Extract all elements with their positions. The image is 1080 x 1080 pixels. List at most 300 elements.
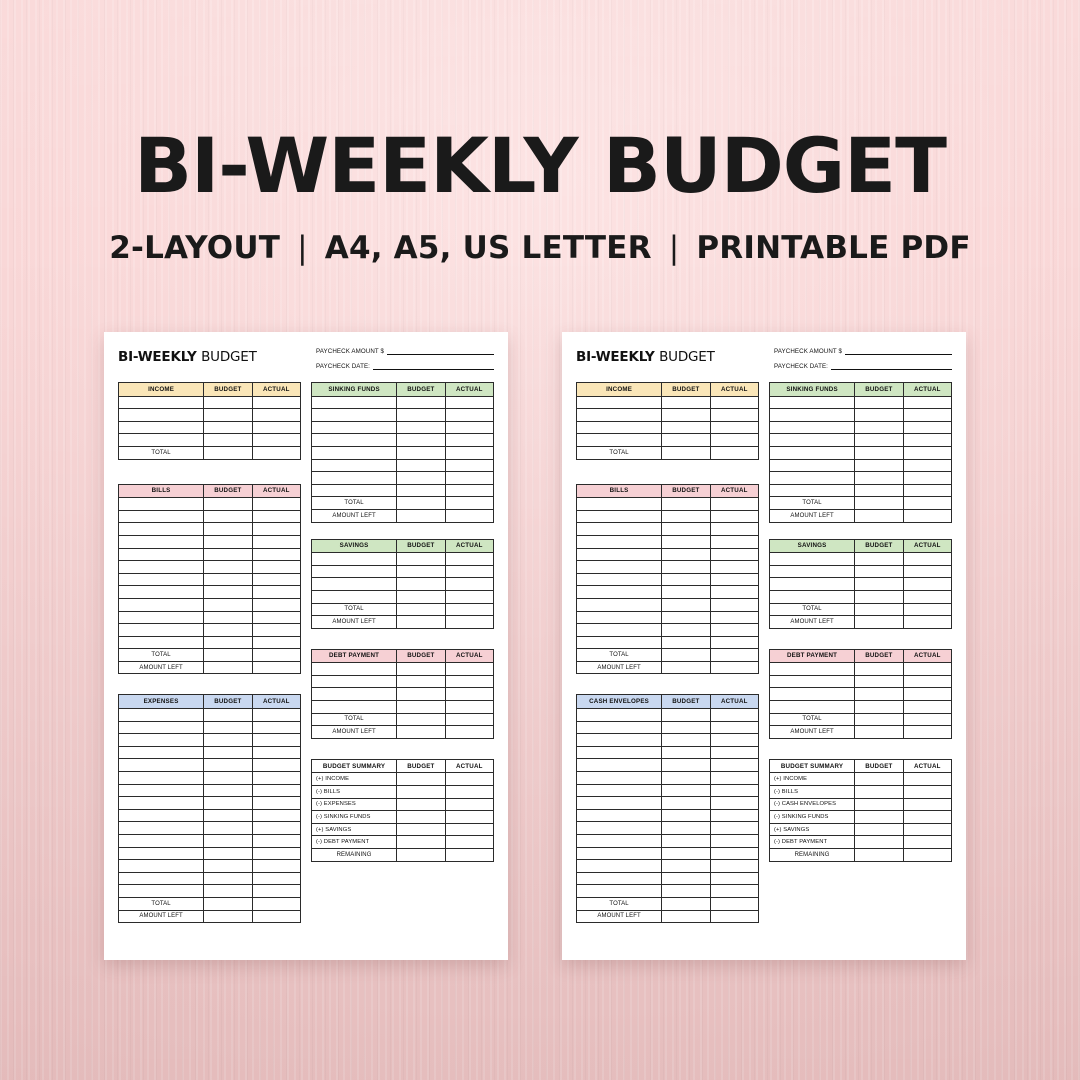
- cell-name[interactable]: [770, 701, 855, 714]
- cell-budget[interactable]: [397, 578, 445, 591]
- table-row[interactable]: [770, 472, 952, 485]
- table-row[interactable]: [312, 446, 494, 459]
- paycheck-amount-field[interactable]: [316, 347, 494, 355]
- table-row[interactable]: [119, 586, 301, 599]
- cell-budget[interactable]: [855, 701, 903, 714]
- table-amount-left-row[interactable]: [770, 726, 952, 739]
- cell-budget[interactable]: [204, 809, 252, 822]
- cell-actual[interactable]: [252, 611, 300, 624]
- cell-name[interactable]: [577, 611, 662, 624]
- cell-name[interactable]: [770, 484, 855, 497]
- cell-budget[interactable]: [855, 509, 903, 522]
- table-row[interactable]: [577, 885, 759, 898]
- table-row[interactable]: [312, 434, 494, 447]
- cell-budget[interactable]: [662, 561, 710, 574]
- cell-budget[interactable]: [397, 434, 445, 447]
- cell-actual[interactable]: [252, 510, 300, 523]
- table-row[interactable]: [312, 786, 494, 799]
- cell-actual[interactable]: [710, 598, 758, 611]
- cell-budget[interactable]: [397, 786, 445, 799]
- cell-actual[interactable]: [445, 446, 493, 459]
- cell-actual[interactable]: [710, 548, 758, 561]
- cell-name[interactable]: [119, 759, 204, 772]
- cell-actual[interactable]: [710, 709, 758, 722]
- cell-actual[interactable]: [252, 535, 300, 548]
- cell-actual[interactable]: [252, 860, 300, 873]
- cell-budget[interactable]: [662, 797, 710, 810]
- table-row[interactable]: [770, 663, 952, 676]
- table-row[interactable]: [119, 598, 301, 611]
- cell-actual[interactable]: [252, 434, 300, 447]
- table-row[interactable]: [312, 675, 494, 688]
- cell-budget[interactable]: [204, 586, 252, 599]
- table-total-row[interactable]: [770, 603, 952, 616]
- paycheck-amount-rule[interactable]: [387, 347, 494, 355]
- cell-name[interactable]: [770, 553, 855, 566]
- cell-name[interactable]: [577, 835, 662, 848]
- cell-budget[interactable]: [855, 713, 903, 726]
- table-row[interactable]: [119, 835, 301, 848]
- cell-name[interactable]: [577, 847, 662, 860]
- cell-name[interactable]: [770, 459, 855, 472]
- cell-actual[interactable]: [903, 578, 951, 591]
- cell-actual[interactable]: [252, 446, 300, 459]
- table-amount-left-row[interactable]: [312, 726, 494, 739]
- cell-budget[interactable]: [397, 663, 445, 676]
- table-row[interactable]: [770, 836, 952, 849]
- cell-budget[interactable]: [204, 885, 252, 898]
- cell-actual[interactable]: [903, 553, 951, 566]
- cell-name[interactable]: [577, 586, 662, 599]
- cell-budget[interactable]: [397, 726, 445, 739]
- cell-budget[interactable]: [397, 484, 445, 497]
- cell-actual[interactable]: [445, 823, 493, 836]
- cell-actual[interactable]: [710, 910, 758, 923]
- cell-budget[interactable]: [204, 910, 252, 923]
- table-row[interactable]: [119, 872, 301, 885]
- cell-budget[interactable]: [855, 773, 903, 786]
- cell-budget[interactable]: [397, 713, 445, 726]
- cell-actual[interactable]: [252, 523, 300, 536]
- cell-actual[interactable]: [903, 849, 951, 862]
- table-row[interactable]: [770, 421, 952, 434]
- cell-name[interactable]: [577, 734, 662, 747]
- cell-budget[interactable]: [662, 721, 710, 734]
- cell-budget[interactable]: [855, 798, 903, 811]
- cell-budget[interactable]: [855, 849, 903, 862]
- cell-name[interactable]: [577, 709, 662, 722]
- cell-budget[interactable]: [855, 675, 903, 688]
- table-row[interactable]: [577, 561, 759, 574]
- cell-actual[interactable]: [710, 446, 758, 459]
- cell-budget[interactable]: [662, 510, 710, 523]
- cell-actual[interactable]: [710, 746, 758, 759]
- table-amount-left-row[interactable]: [119, 661, 301, 674]
- table-row[interactable]: [770, 459, 952, 472]
- table-row[interactable]: [577, 709, 759, 722]
- table-row[interactable]: [577, 847, 759, 860]
- cell-actual[interactable]: [445, 713, 493, 726]
- cell-budget[interactable]: [204, 523, 252, 536]
- table-row[interactable]: [119, 573, 301, 586]
- cell-budget[interactable]: [204, 746, 252, 759]
- cell-budget[interactable]: [855, 578, 903, 591]
- cell-name[interactable]: [577, 809, 662, 822]
- table-row[interactable]: [312, 836, 494, 849]
- cell-name[interactable]: [119, 784, 204, 797]
- table-row[interactable]: [119, 784, 301, 797]
- cell-budget[interactable]: [204, 535, 252, 548]
- cell-budget[interactable]: [662, 734, 710, 747]
- table-total-row[interactable]: [577, 897, 759, 910]
- cell-name[interactable]: [770, 421, 855, 434]
- cell-actual[interactable]: [445, 484, 493, 497]
- cell-name[interactable]: [577, 523, 662, 536]
- cell-name[interactable]: [312, 396, 397, 409]
- table-row[interactable]: [770, 811, 952, 824]
- cell-actual[interactable]: [903, 603, 951, 616]
- cell-actual[interactable]: [903, 509, 951, 522]
- cell-name[interactable]: [577, 434, 662, 447]
- cell-actual[interactable]: [252, 734, 300, 747]
- table-row[interactable]: [577, 510, 759, 523]
- table-row[interactable]: [577, 636, 759, 649]
- cell-actual[interactable]: [710, 797, 758, 810]
- table-total-row[interactable]: [119, 649, 301, 662]
- cell-budget[interactable]: [662, 759, 710, 772]
- table-row[interactable]: [577, 809, 759, 822]
- table-row[interactable]: [119, 721, 301, 734]
- cell-budget[interactable]: [397, 553, 445, 566]
- cell-name[interactable]: [312, 688, 397, 701]
- cell-actual[interactable]: [252, 885, 300, 898]
- cell-actual[interactable]: [252, 573, 300, 586]
- table-row[interactable]: [770, 823, 952, 836]
- cell-actual[interactable]: [445, 811, 493, 824]
- cell-actual[interactable]: [252, 498, 300, 511]
- cell-budget[interactable]: [204, 421, 252, 434]
- cell-actual[interactable]: [252, 797, 300, 810]
- cell-actual[interactable]: [445, 836, 493, 849]
- cell-actual[interactable]: [903, 726, 951, 739]
- cell-name[interactable]: [770, 396, 855, 409]
- cell-budget[interactable]: [204, 721, 252, 734]
- table-row[interactable]: [119, 822, 301, 835]
- cell-budget[interactable]: [397, 823, 445, 836]
- cell-name[interactable]: [119, 847, 204, 860]
- table-row[interactable]: [577, 396, 759, 409]
- cell-name[interactable]: [119, 523, 204, 536]
- cell-budget[interactable]: [855, 836, 903, 849]
- cell-actual[interactable]: [903, 484, 951, 497]
- cell-actual[interactable]: [252, 721, 300, 734]
- cell-budget[interactable]: [204, 872, 252, 885]
- cell-budget[interactable]: [204, 396, 252, 409]
- table-row[interactable]: [770, 786, 952, 799]
- cell-actual[interactable]: [903, 663, 951, 676]
- cell-name[interactable]: [312, 663, 397, 676]
- cell-budget[interactable]: [204, 772, 252, 785]
- cell-budget[interactable]: [662, 611, 710, 624]
- cell-budget[interactable]: [204, 561, 252, 574]
- cell-actual[interactable]: [903, 786, 951, 799]
- cell-name[interactable]: [770, 675, 855, 688]
- table-row[interactable]: [577, 586, 759, 599]
- cell-actual[interactable]: [903, 701, 951, 714]
- table-amount-left-row[interactable]: [577, 661, 759, 674]
- cell-actual[interactable]: [252, 872, 300, 885]
- cell-name[interactable]: [770, 688, 855, 701]
- cell-actual[interactable]: [710, 434, 758, 447]
- cell-actual[interactable]: [710, 835, 758, 848]
- cell-actual[interactable]: [445, 553, 493, 566]
- table-total-row[interactable]: [770, 713, 952, 726]
- cell-budget[interactable]: [662, 910, 710, 923]
- table-row[interactable]: [577, 624, 759, 637]
- cell-name[interactable]: [577, 860, 662, 873]
- cell-actual[interactable]: [445, 726, 493, 739]
- cell-name[interactable]: [770, 578, 855, 591]
- cell-actual[interactable]: [903, 497, 951, 510]
- cell-actual[interactable]: [710, 822, 758, 835]
- cell-actual[interactable]: [903, 675, 951, 688]
- cell-name[interactable]: [312, 446, 397, 459]
- cell-name[interactable]: [577, 498, 662, 511]
- table-amount-left-row[interactable]: [312, 616, 494, 629]
- table-row[interactable]: [577, 434, 759, 447]
- table-row[interactable]: [312, 565, 494, 578]
- cell-name[interactable]: [119, 809, 204, 822]
- cell-actual[interactable]: [445, 396, 493, 409]
- table-row[interactable]: [119, 734, 301, 747]
- cell-budget[interactable]: [855, 434, 903, 447]
- cell-budget[interactable]: [662, 835, 710, 848]
- cell-actual[interactable]: [710, 624, 758, 637]
- cell-budget[interactable]: [855, 446, 903, 459]
- cell-actual[interactable]: [903, 459, 951, 472]
- table-total-row[interactable]: [577, 649, 759, 662]
- cell-name[interactable]: [577, 721, 662, 734]
- cell-actual[interactable]: [903, 688, 951, 701]
- cell-name[interactable]: [577, 822, 662, 835]
- table-total-row[interactable]: [312, 603, 494, 616]
- cell-name[interactable]: [119, 598, 204, 611]
- table-row[interactable]: [577, 784, 759, 797]
- cell-name[interactable]: [119, 721, 204, 734]
- cell-actual[interactable]: [710, 661, 758, 674]
- table-row[interactable]: [770, 688, 952, 701]
- table-row[interactable]: [119, 759, 301, 772]
- cell-budget[interactable]: [204, 709, 252, 722]
- cell-name[interactable]: [119, 586, 204, 599]
- cell-actual[interactable]: [252, 636, 300, 649]
- cell-actual[interactable]: [252, 772, 300, 785]
- cell-budget[interactable]: [855, 663, 903, 676]
- cell-budget[interactable]: [204, 797, 252, 810]
- table-row[interactable]: [770, 701, 952, 714]
- cell-actual[interactable]: [903, 811, 951, 824]
- cell-actual[interactable]: [903, 590, 951, 603]
- cell-name[interactable]: [119, 860, 204, 873]
- cell-budget[interactable]: [662, 396, 710, 409]
- table-row[interactable]: [770, 578, 952, 591]
- cell-budget[interactable]: [662, 586, 710, 599]
- table-row[interactable]: [577, 797, 759, 810]
- cell-budget[interactable]: [662, 784, 710, 797]
- cell-actual[interactable]: [710, 611, 758, 624]
- table-total-row[interactable]: [312, 713, 494, 726]
- paycheck-date-field[interactable]: [774, 362, 952, 370]
- cell-name[interactable]: [119, 611, 204, 624]
- table-row[interactable]: [577, 734, 759, 747]
- cell-name[interactable]: [577, 797, 662, 810]
- cell-name[interactable]: [119, 709, 204, 722]
- cell-actual[interactable]: [252, 809, 300, 822]
- cell-budget[interactable]: [204, 649, 252, 662]
- cell-name[interactable]: [577, 624, 662, 637]
- cell-budget[interactable]: [397, 603, 445, 616]
- cell-actual[interactable]: [252, 897, 300, 910]
- cell-name[interactable]: [577, 409, 662, 422]
- table-row[interactable]: [577, 421, 759, 434]
- table-row[interactable]: [312, 823, 494, 836]
- cell-budget[interactable]: [397, 409, 445, 422]
- cell-actual[interactable]: [252, 910, 300, 923]
- cell-budget[interactable]: [204, 598, 252, 611]
- cell-name[interactable]: [119, 421, 204, 434]
- cell-name[interactable]: [119, 636, 204, 649]
- cell-actual[interactable]: [710, 561, 758, 574]
- cell-budget[interactable]: [855, 472, 903, 485]
- cell-actual[interactable]: [710, 586, 758, 599]
- cell-actual[interactable]: [445, 663, 493, 676]
- cell-name[interactable]: [577, 510, 662, 523]
- cell-name[interactable]: [312, 484, 397, 497]
- cell-budget[interactable]: [204, 734, 252, 747]
- cell-actual[interactable]: [445, 590, 493, 603]
- table-amount-left-row[interactable]: [119, 910, 301, 923]
- cell-budget[interactable]: [397, 675, 445, 688]
- cell-budget[interactable]: [855, 603, 903, 616]
- table-row[interactable]: [577, 598, 759, 611]
- cell-budget[interactable]: [204, 661, 252, 674]
- table-row[interactable]: [312, 409, 494, 422]
- cell-budget[interactable]: [204, 759, 252, 772]
- table-row[interactable]: [119, 746, 301, 759]
- table-row[interactable]: [119, 421, 301, 434]
- cell-budget[interactable]: [662, 860, 710, 873]
- cell-budget[interactable]: [662, 434, 710, 447]
- cell-budget[interactable]: [204, 860, 252, 873]
- cell-actual[interactable]: [710, 649, 758, 662]
- cell-actual[interactable]: [445, 459, 493, 472]
- cell-name[interactable]: [119, 434, 204, 447]
- cell-budget[interactable]: [855, 823, 903, 836]
- cell-name[interactable]: [119, 548, 204, 561]
- cell-budget[interactable]: [662, 548, 710, 561]
- cell-name[interactable]: [312, 578, 397, 591]
- cell-actual[interactable]: [903, 409, 951, 422]
- cell-name[interactable]: [577, 885, 662, 898]
- cell-budget[interactable]: [855, 616, 903, 629]
- cell-name[interactable]: [577, 784, 662, 797]
- cell-actual[interactable]: [710, 573, 758, 586]
- table-row[interactable]: [312, 688, 494, 701]
- paycheck-date-field[interactable]: [316, 362, 494, 370]
- table-row[interactable]: [312, 396, 494, 409]
- cell-actual[interactable]: [710, 421, 758, 434]
- cell-actual[interactable]: [445, 701, 493, 714]
- cell-name[interactable]: [119, 561, 204, 574]
- cell-actual[interactable]: [710, 510, 758, 523]
- cell-actual[interactable]: [445, 849, 493, 862]
- cell-actual[interactable]: [445, 616, 493, 629]
- table-row[interactable]: [119, 523, 301, 536]
- table-row[interactable]: [770, 409, 952, 422]
- cell-name[interactable]: [312, 409, 397, 422]
- table-row[interactable]: [119, 847, 301, 860]
- cell-budget[interactable]: [204, 409, 252, 422]
- cell-actual[interactable]: [445, 434, 493, 447]
- table-row[interactable]: [577, 872, 759, 885]
- table-row[interactable]: [577, 523, 759, 536]
- cell-actual[interactable]: [252, 822, 300, 835]
- cell-budget[interactable]: [855, 786, 903, 799]
- cell-budget[interactable]: [204, 636, 252, 649]
- cell-actual[interactable]: [710, 498, 758, 511]
- cell-name[interactable]: [119, 510, 204, 523]
- table-row[interactable]: [577, 835, 759, 848]
- cell-name[interactable]: [577, 772, 662, 785]
- cell-budget[interactable]: [662, 709, 710, 722]
- cell-actual[interactable]: [710, 523, 758, 536]
- cell-actual[interactable]: [710, 897, 758, 910]
- cell-budget[interactable]: [855, 811, 903, 824]
- cell-name[interactable]: [577, 746, 662, 759]
- cell-budget[interactable]: [204, 446, 252, 459]
- cell-name[interactable]: [119, 396, 204, 409]
- cell-budget[interactable]: [855, 459, 903, 472]
- table-row[interactable]: [577, 746, 759, 759]
- table-row[interactable]: [119, 885, 301, 898]
- cell-actual[interactable]: [252, 847, 300, 860]
- cell-name[interactable]: [119, 772, 204, 785]
- cell-name[interactable]: [312, 472, 397, 485]
- cell-name[interactable]: [770, 565, 855, 578]
- table-row[interactable]: [119, 510, 301, 523]
- table-total-row[interactable]: [312, 497, 494, 510]
- table-amount-left-row[interactable]: [770, 509, 952, 522]
- cell-budget[interactable]: [204, 835, 252, 848]
- cell-actual[interactable]: [903, 472, 951, 485]
- cell-name[interactable]: [119, 734, 204, 747]
- cell-budget[interactable]: [662, 535, 710, 548]
- table-row[interactable]: [119, 772, 301, 785]
- cell-name[interactable]: [119, 498, 204, 511]
- table-remaining-row[interactable]: [770, 849, 952, 862]
- cell-actual[interactable]: [710, 784, 758, 797]
- cell-budget[interactable]: [662, 573, 710, 586]
- cell-actual[interactable]: [445, 688, 493, 701]
- cell-budget[interactable]: [397, 472, 445, 485]
- cell-budget[interactable]: [662, 636, 710, 649]
- cell-actual[interactable]: [903, 823, 951, 836]
- cell-actual[interactable]: [710, 721, 758, 734]
- cell-budget[interactable]: [662, 421, 710, 434]
- cell-budget[interactable]: [397, 446, 445, 459]
- cell-budget[interactable]: [204, 498, 252, 511]
- cell-actual[interactable]: [710, 409, 758, 422]
